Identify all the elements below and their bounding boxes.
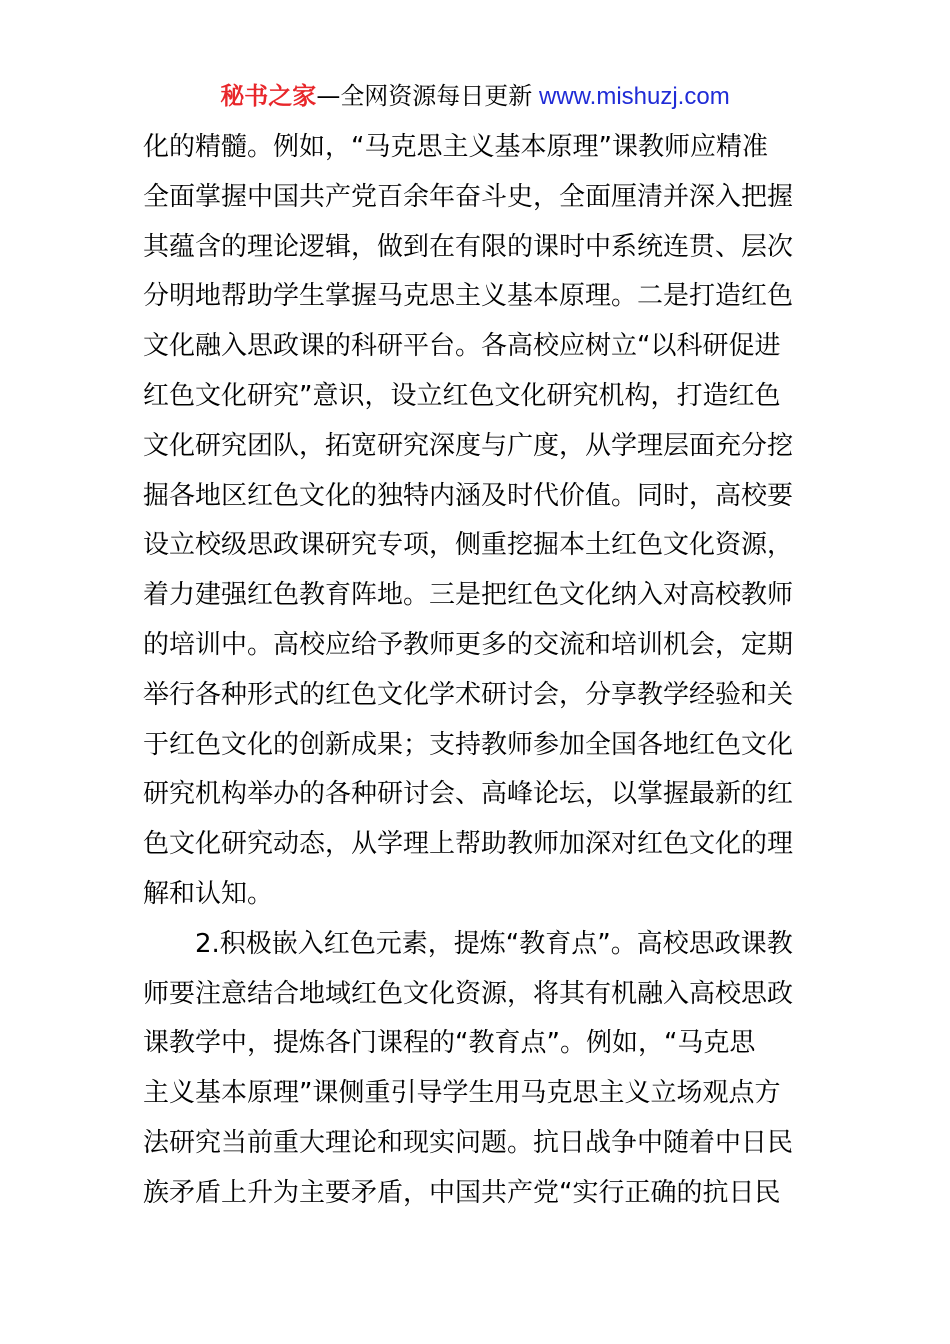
text-line: 其蕴含的理论逻辑，做到在有限的课时中系统连贯、层次 xyxy=(143,231,794,262)
text-line: 全面掌握中国共产党百余年奋斗史，全面厘清并深入把握 xyxy=(143,181,794,212)
text-line: 研究机构举办的各种研讨会、高峰论坛，以掌握最新的红 xyxy=(143,779,794,810)
text-line: 分明地帮助学生掌握马克思主义基本原理。二是打造红色 xyxy=(143,281,794,312)
text-line: 文化研究团队，拓宽研究深度与广度，从学理层面充分挖 xyxy=(143,430,794,461)
text-line: 举行各种形式的红色文化学术研讨会，分享教学经验和关 xyxy=(143,679,794,710)
text-line: 族矛盾上升为主要矛盾，中国共产党“实行正确的抗日民 xyxy=(143,1177,781,1208)
text-line: 化的精髓。例如，“马克思主义基本原理”课教师应精准 xyxy=(143,132,768,162)
text-line: 设立校级思政课研究专项，侧重挖掘本土红色文化资源， xyxy=(143,530,794,561)
site-url: www.mishuzj.com xyxy=(532,83,730,110)
text-line: 掘各地区红色文化的独特内涵及时代价值。同时，高校要 xyxy=(143,480,794,511)
text-line: 色文化研究动态，从学理上帮助教师加深对红色文化的理 xyxy=(143,829,794,860)
text-line: 法研究当前重大理论和现实问题。抗日战争中随着中日民 xyxy=(143,1127,794,1158)
text-line: 课教学中，提炼各门课程的“教育点”。例如，“马克思 xyxy=(143,1028,756,1059)
text-line: 主义基本原理”课侧重引导学生用马克思主义立场观点方 xyxy=(143,1078,781,1109)
brand-name: 秘书之家 xyxy=(220,82,317,110)
text-line: 红色文化研究”意识，设立红色文化研究机构，打造红色 xyxy=(143,380,781,411)
document-body xyxy=(143,123,807,1219)
paragraph-start-line: 2.积极嵌入红色元素，提炼“教育点”。高校思政课教 xyxy=(195,928,793,959)
text-line: 解和认知。 xyxy=(143,878,274,909)
text-line: 于红色文化的创新成果；支持教师参加全国各地红色文化 xyxy=(143,729,794,760)
text-line: 师要注意结合地域红色文化资源，将其有机融入高校思政 xyxy=(143,978,794,1009)
text-line: 着力建强红色教育阵地。三是把红色文化纳入对高校教师 xyxy=(143,580,794,611)
text-line: 文化融入思政课的科研平台。各高校应树立“以科研促进 xyxy=(143,331,781,362)
header-tagline: —全网资源每日更新 xyxy=(316,82,533,110)
page-header xyxy=(0,80,950,113)
text-line: 的培训中。高校应给予教师更多的交流和培训机会，定期 xyxy=(143,629,794,660)
